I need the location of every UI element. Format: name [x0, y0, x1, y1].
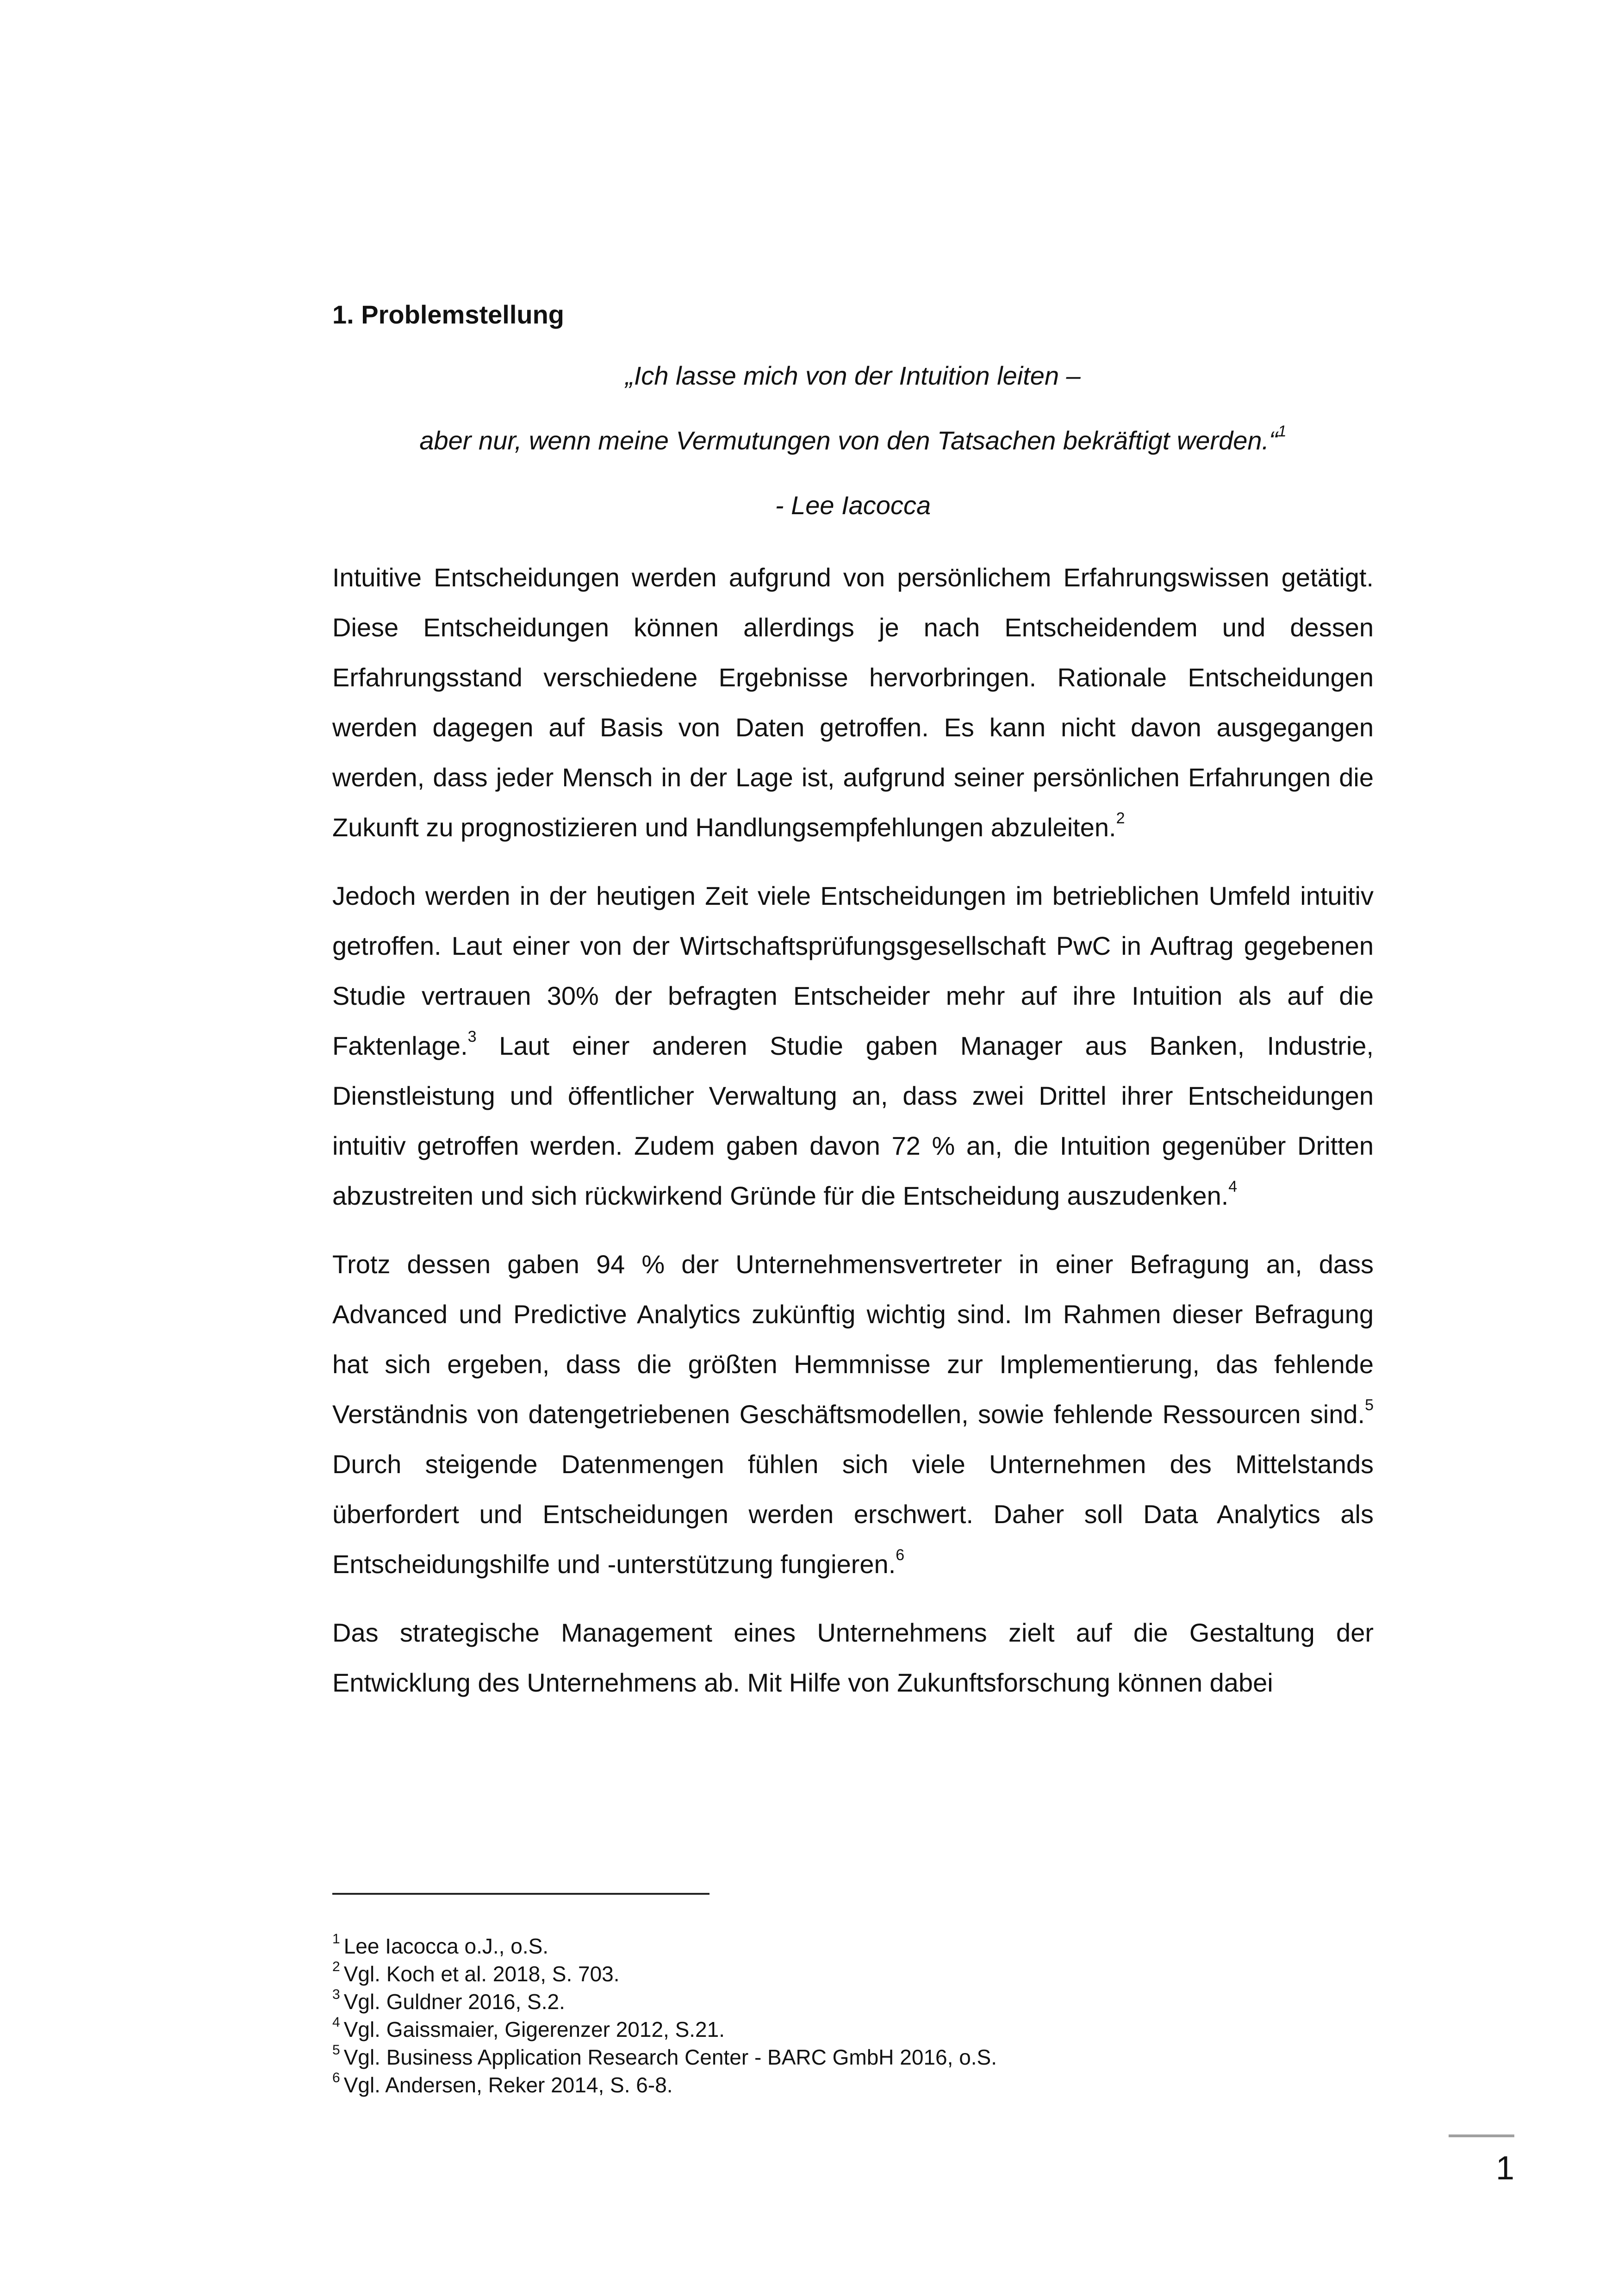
paragraph-text: Laut einer anderen Studie gaben Manager aus Banken, Industrie, Dienstleistung und öffentlicher Verwaltung an, dass zwei Drittel ihrer Entscheidungen intuitiv getroffen werden. Zudem gaben davon 72 % an, die Intuition gegenüber Dritten abzustreiten und sich rückwirkend Gründe für die Entscheidung auszudenken.	[332, 1031, 1374, 1210]
footnote	[332, 1960, 1374, 1988]
epigraph-author: - Lee Iacocca	[775, 491, 931, 520]
footnote-text: Vgl. Koch et al. 2018, S. 703.	[343, 1962, 620, 1986]
footnote	[332, 1988, 1374, 2016]
footnote-text: Vgl. Business Application Research Center - BARC GmbH 2016, o.S.	[343, 2045, 997, 2069]
footnote-number: 2	[332, 1959, 340, 1974]
paragraph	[332, 871, 1374, 1221]
section-heading: 1. Problemstellung	[332, 300, 564, 329]
epigraph-line-2	[332, 422, 1374, 459]
footnotes	[332, 1932, 1374, 2099]
paragraph-text: Trotz dessen gaben 94 % der Unternehmensvertreter in einer Befragung an, dass Advanced und Predictive Analytics zukünftig wichtig sind. Im Rahmen dieser Befragung hat sich ergeben, dass die größten Hemmnisse zur Implementierung, das fehlende Verständnis von datengetriebenen Geschäftsmodellen, sowie fehlende Ressourcen sind.	[332, 1250, 1374, 1429]
footnote-number: 4	[332, 2014, 340, 2030]
paragraph	[332, 1608, 1374, 1708]
epigraph-line-1: „Ich lasse mich von der Intuition leiten –	[625, 361, 1081, 390]
footnote	[332, 2016, 1374, 2043]
footnote	[332, 2071, 1374, 2099]
footnote-number: 3	[332, 1986, 340, 2002]
page-number-rule	[1449, 2134, 1514, 2137]
footnote-separator	[332, 1893, 709, 1895]
footnote-ref[interactable]: 2	[1116, 809, 1125, 828]
footnote-text: Vgl. Andersen, Reker 2014, S. 6-8.	[343, 2073, 673, 2097]
footnote-ref[interactable]: 6	[896, 1546, 905, 1564]
page-number: 1	[1495, 2150, 1514, 2187]
footnote-ref[interactable]: 3	[467, 1028, 477, 1046]
main-content	[332, 296, 1374, 1726]
footnote	[332, 2043, 1374, 2071]
paragraph-text: Durch steigende Datenmengen fühlen sich viele Unternehmen des Mittelstands überfordert und Entscheidungen werden erschwert. Daher soll Data Analytics als Entscheidungshilfe und -unterstützung fungieren.	[332, 1450, 1374, 1579]
paragraph-text: Jedoch werden in der heutigen Zeit viele Entscheidungen im betrieblichen Umfeld intuitiv getroffen. Laut einer von der Wirtschaftsprüfungsgesellschaft PwC in Auftrag gegebenen Studie vertrauen 30% der befragten Entscheider mehr auf ihre Intuition als auf die Faktenlage.	[332, 881, 1374, 1060]
footnote-ref[interactable]: 4	[1228, 1178, 1238, 1196]
footnote-number: 1	[332, 1931, 340, 1947]
footnote-number: 5	[332, 2042, 340, 2058]
footnote-ref[interactable]: 1	[1277, 423, 1287, 441]
footnote-ref[interactable]: 5	[1365, 1396, 1374, 1414]
footnote-number: 6	[332, 2070, 340, 2085]
paragraph-text: Intuitive Entscheidungen werden aufgrund von persönlichem Erfahrungswissen getätigt. Diese Entscheidungen können allerdings je nach Entscheidendem und dessen Erfahrungsstand verschiedene Ergebnisse hervorbringen. Rationale Entscheidungen werden dagegen auf Basis von Daten getroffen. Es kann nicht davon ausgegangen werden, dass jeder Mensch in der Lage ist, aufgrund seiner persönlichen Erfahrungen die Zukunft zu prognostizieren und Handlungsempfehlungen abzuleiten.	[332, 563, 1374, 842]
footnote-text: Lee Iacocca o.J., o.S.	[343, 1934, 549, 1958]
paragraph	[332, 1239, 1374, 1589]
footnote	[332, 1932, 1374, 1960]
footnote-text: Vgl. Gaissmaier, Gigerenzer 2012, S.21.	[343, 2017, 725, 2041]
paragraph	[332, 553, 1374, 852]
footnote-text: Vgl. Guldner 2016, S.2.	[343, 1990, 565, 2014]
paragraph-text: Das strategische Management eines Unternehmens zielt auf die Gestaltung der Entwicklung des Unternehmens ab. Mit Hilfe von Zukunftsforschung können dabei	[332, 1618, 1374, 1697]
epigraph-line-2-text: aber nur, wenn meine Vermutungen von den Tatsachen bekräftigt werden.“	[419, 426, 1278, 455]
